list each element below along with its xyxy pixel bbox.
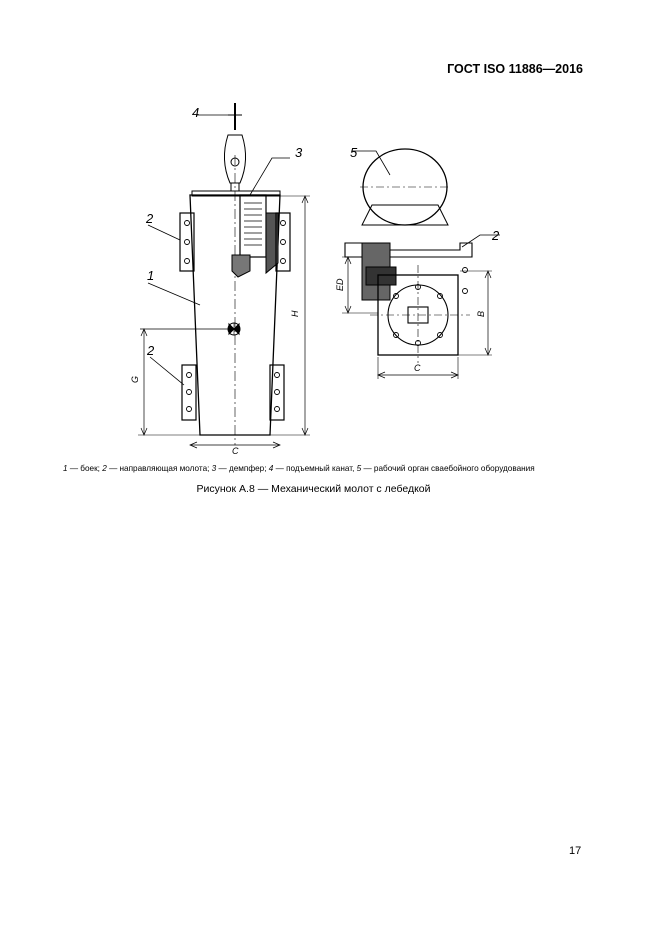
figure-caption [0, 483, 661, 495]
figure-legend [63, 464, 603, 473]
figure-caption-text: Рисунок А.8 — Механический молот с лебедкой [196, 483, 431, 495]
legend-text-1: — боек; [67, 464, 103, 473]
standard-header: ГОСТ ISO 11886—2016 [447, 62, 583, 76]
label-1: 1 [147, 268, 155, 283]
hammer-front-view [138, 103, 310, 448]
technical-drawing [100, 95, 520, 455]
legend-text-4: — подъемный канат, [273, 464, 357, 473]
label-2-lower: 2 [147, 343, 155, 358]
legend-text-2: — направляющая молота; [106, 464, 212, 473]
dim-G: G [130, 375, 140, 383]
legend-num-4: 4 [268, 464, 274, 473]
legend-text-3: — демпфер; [216, 464, 269, 473]
dim-B: B [476, 310, 486, 317]
label-2-right: 2 [492, 228, 500, 243]
legend-num-5: 5 [356, 464, 362, 473]
legend-num-3: 3 [211, 464, 217, 473]
page-number: 17 [569, 845, 582, 857]
hammer-side-view [342, 149, 500, 379]
legend-text-5: — рабочий орган сваебойного оборудования [361, 464, 535, 473]
dim-C-left: C [232, 446, 239, 455]
label-5: 5 [350, 145, 358, 160]
label-3: 3 [295, 145, 303, 160]
figure-hammer-drawing [100, 95, 520, 455]
legend-num-2: 2 [102, 464, 107, 473]
label-4: 4 [192, 105, 200, 120]
label-2-upper: 2 [146, 211, 154, 226]
dim-C-right: C [414, 363, 421, 373]
legend-num-1: 1 [63, 464, 68, 473]
dim-ED: ED [335, 278, 345, 291]
dim-H: H [290, 310, 300, 317]
